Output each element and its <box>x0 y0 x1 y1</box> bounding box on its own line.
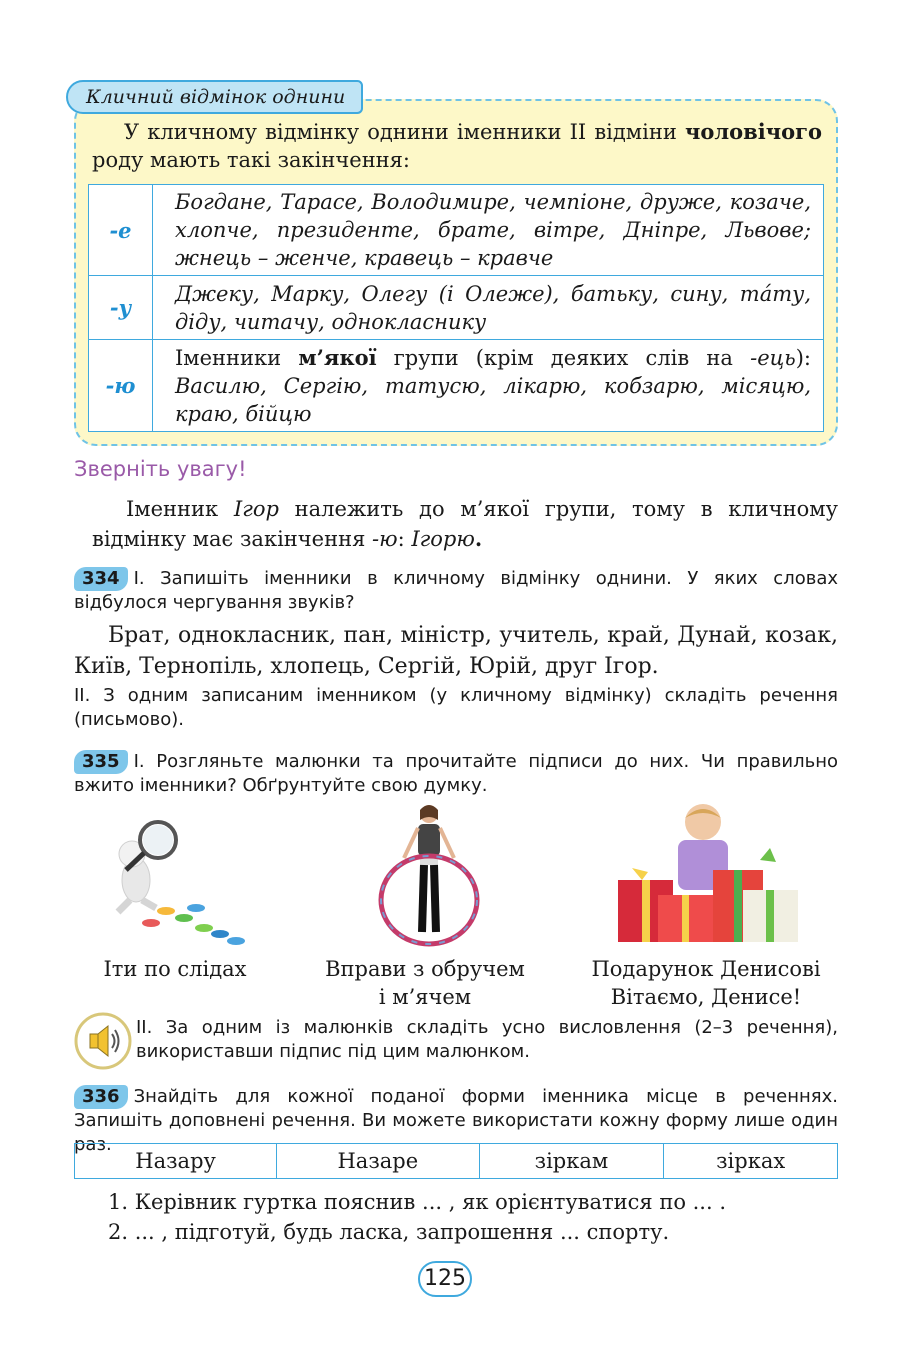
table-row <box>89 185 824 276</box>
exercise-336-task: 336 Знайдіть для кожної поданої форми іменника місце в реченнях. Запишіть доповнені речення. Ви можете використати кожну форму лише один раз. <box>74 1086 838 1155</box>
form-cell: зірках <box>664 1144 838 1179</box>
rule-title: Кличний відмінок однини <box>66 80 363 114</box>
exercise-number: 334 <box>74 567 128 591</box>
endings-table <box>88 184 824 432</box>
exercise-number: 336 <box>74 1085 128 1109</box>
sentence-2: 2. ... , підготуй, будь ласка, запрошення ... спорту. <box>108 1220 670 1244</box>
boy-with-gifts-picture <box>618 800 798 945</box>
speaker-icon <box>74 1012 132 1070</box>
table-row <box>89 276 824 340</box>
table-row <box>75 1144 838 1179</box>
note-text: Іменник Ігор належить до м’якої групи, тому в кличному відмінку має закінчення -ю: Ігорю. <box>92 497 838 551</box>
form-cell: Назару <box>75 1144 277 1179</box>
exercise-334-words: Брат, однокласник, пан, міністр, учитель, край, Дунай, козак, Київ, Тернопіль, хлопець, Сергій, Юрій, друг Ігор. <box>74 623 838 679</box>
exercise-number: 335 <box>74 750 128 774</box>
exercise-335-task2: ІІ. За одним із малюнків складіть усно висловлення (2–3 речення), використавши підпис під цим малюнком. <box>136 1017 838 1062</box>
examples-cell: Джеку, Марку, Олегу (і Олеже), батьку, сину, тáту, діду, читачу, однокласнику <box>153 276 824 340</box>
note-heading: Зверніть увагу! <box>74 457 247 481</box>
examples-cell: Іменники м’якої групи (крім деяких слів на -ець): Василю, Сергію, татусю, лікарю, кобзарю, місяцю, краю, бійцю <box>153 340 824 432</box>
page-number: 125 <box>418 1261 472 1297</box>
table-row <box>89 340 824 432</box>
examples-cell: Богдане, Тарасе, Володимире, чемпіоне, друже, козаче, хлопче, президенте, брате, вітре, Дніпре, Львове; жнець – женче, кравець – кравче <box>153 185 824 276</box>
form-cell: Назаре <box>277 1144 479 1179</box>
exercise-335-task: 335 І. Розгляньте малюнки та прочитайте підписи до них. Чи правильно вжито іменники? Обґрунтуйте свою думку. <box>74 751 838 796</box>
rule-intro: У кличному відмінку однини іменники II відміни чоловічого роду мають такі закінчення: <box>92 119 822 172</box>
caption-2: Вправи з обручем і м’ячем <box>325 957 525 1009</box>
sentence-1: 1. Керівник гуртка пояснив ... , як орієнтуватися по ... . <box>108 1190 727 1214</box>
caption-3: Подарунок Денисові Вітаємо, Денисе! <box>591 957 821 1009</box>
forms-table <box>74 1143 838 1179</box>
magnifier-figure-picture <box>96 808 256 953</box>
ending-cell: -у <box>89 276 153 340</box>
form-cell: зіркам <box>479 1144 664 1179</box>
caption-1: Іти по слідах <box>103 957 247 981</box>
ending-cell: -ю <box>89 340 153 432</box>
ending-cell: -е <box>89 185 153 276</box>
exercise-334-task2: ІІ. З одним записаним іменником (у кличному відмінку) складіть речення (письмово). <box>74 685 838 730</box>
exercise-334-task: 334 І. Запишіть іменники в кличному відмінку однини. У яких словах відбулося чергування звуків? <box>74 568 838 613</box>
sentences <box>108 1187 838 1247</box>
girl-with-hoop-picture <box>374 800 484 948</box>
